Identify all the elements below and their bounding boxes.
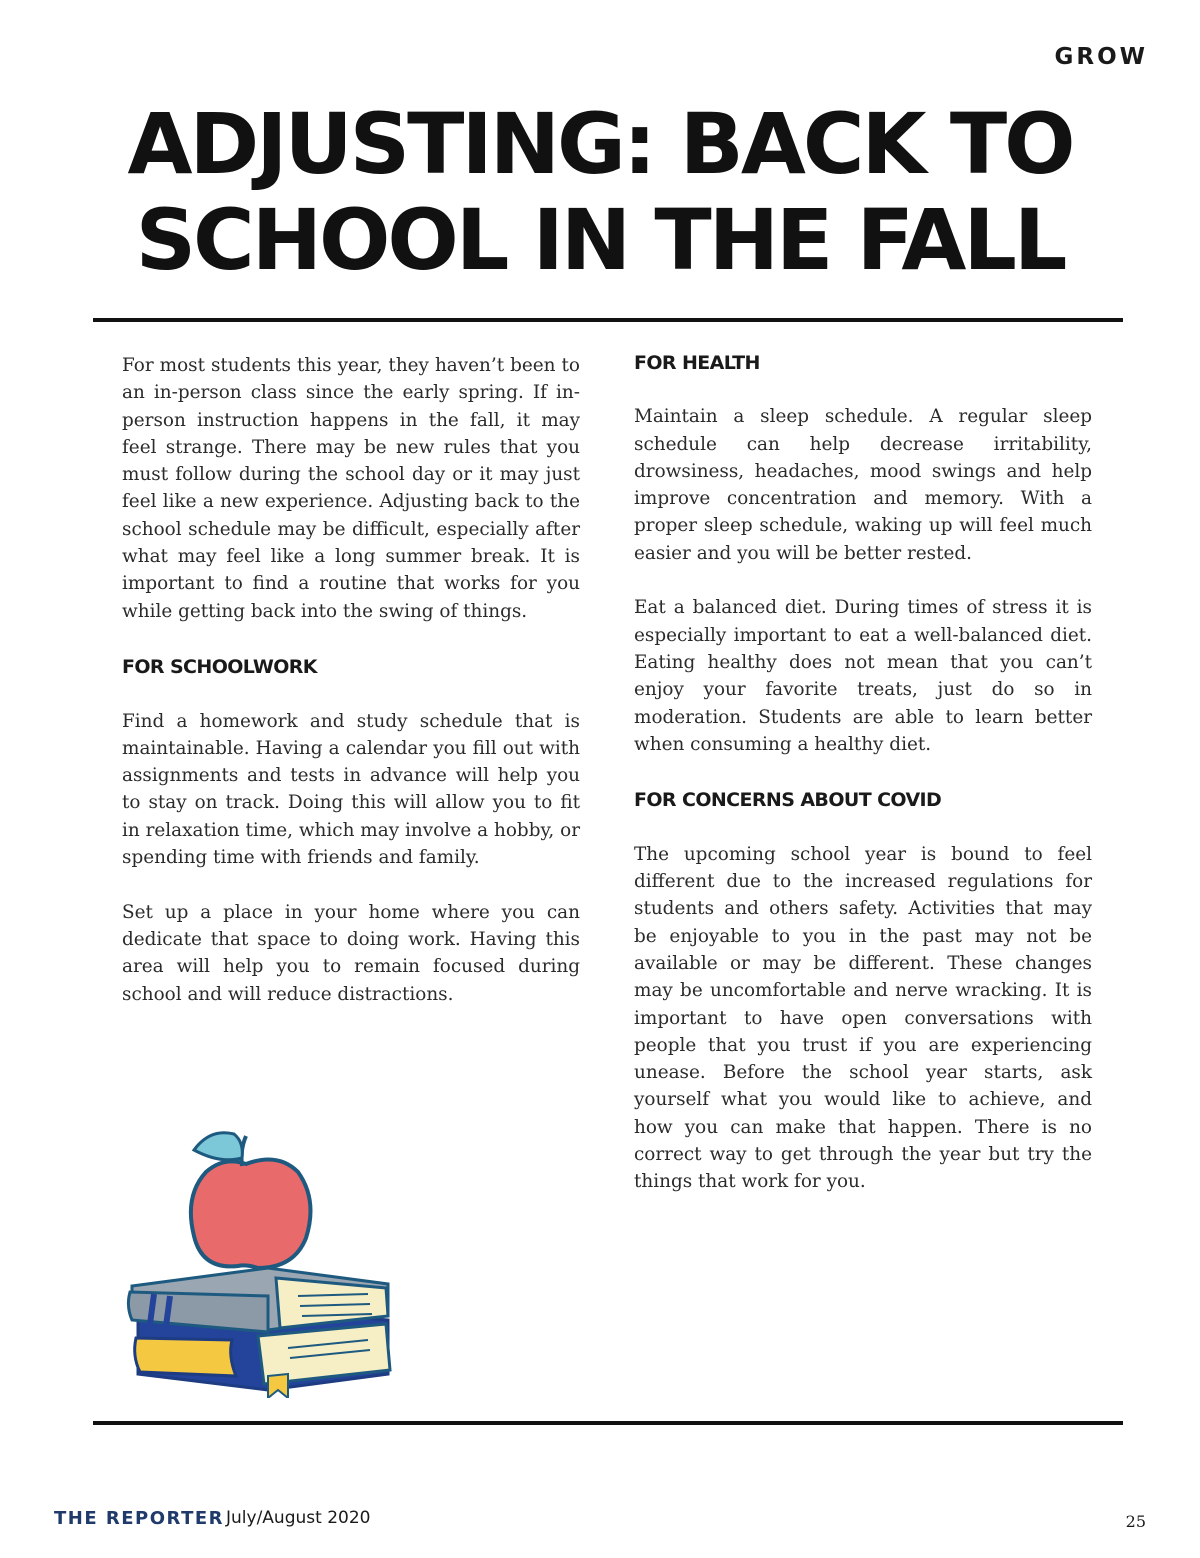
page-title [0, 96, 1200, 288]
schoolwork-heading: FOR SCHOOLWORK [122, 656, 317, 679]
intro-paragraph: For most students this year, they haven’t been to an in-person class since the early spring. If in-person instruction happens in the fall, it may feel strange. There may be new rules that you must follow during the school day or it may just feel like a new experience. Adjusting back to the school schedule may be difficult, especially after what may feel like a long summer break. It is important to find a routine that works for you while getting back into the swing of things. [122, 355, 580, 622]
health-paragraph-2: Eat a balanced diet. During times of stress it is especially important to eat a well-balanced diet. Eating healthy does not mean that you can’t enjoy your favorite treats, just do so in moderation. Students are able to learn better when consuming a healthy diet. [634, 597, 1092, 755]
schoolwork-paragraph-2: Set up a place in your home where you can dedicate that space to doing work. Having this area will help you to remain focused during school and will reduce distractions. [122, 901, 580, 1005]
apple-on-books-icon [118, 1128, 398, 1403]
covid-paragraph: The upcoming school year is bound to feel different due to the increased regulations for students and others safety. Activities that may be enjoyable to you in the past may not be available or may be different. These changes may be uncomfortable and nerve wracking. It is important to have open conversations with people that you trust if you are experiencing unease. Before the school year starts, ask yourself what you would like to achieve, and how you can make that happen. There is no correct way to get through the year but try the things that work for you. [634, 843, 1092, 1193]
title-line-1: ADJUSTING: BACK TO [127, 95, 1073, 193]
apple-books-illustration [118, 1128, 398, 1398]
health-heading: FOR HEALTH [634, 352, 760, 374]
right-column [634, 348, 1092, 1223]
bottom-divider [93, 1421, 1123, 1425]
health-paragraph-1: Maintain a sleep schedule. A regular sleep schedule can help decrease irritability, drowsiness, headaches, mood swings and help improve concentration and memory. With a proper sleep schedule, waking up will feel much easier and you will be better rested. [634, 406, 1092, 564]
footer-brand: THE REPORTER [54, 1508, 225, 1529]
covid-heading: FOR CONCERNS ABOUT COVID [634, 789, 942, 812]
title-line-2: SCHOOL IN THE FALL [135, 191, 1065, 289]
page-number: 25 [1125, 1512, 1146, 1531]
footer-issue: July/August 2020 [226, 1508, 371, 1528]
section-label: GROW [1054, 44, 1148, 70]
schoolwork-paragraph-1: Find a homework and study schedule that is maintainable. Having a calendar you fill out with assignments and tests in advance will help you to stay on track. Doing this will allow you to fit in relaxation time, which may involve a hobby, or spending time with friends and family. [122, 710, 580, 869]
left-column [122, 352, 580, 1035]
top-divider [93, 318, 1123, 322]
